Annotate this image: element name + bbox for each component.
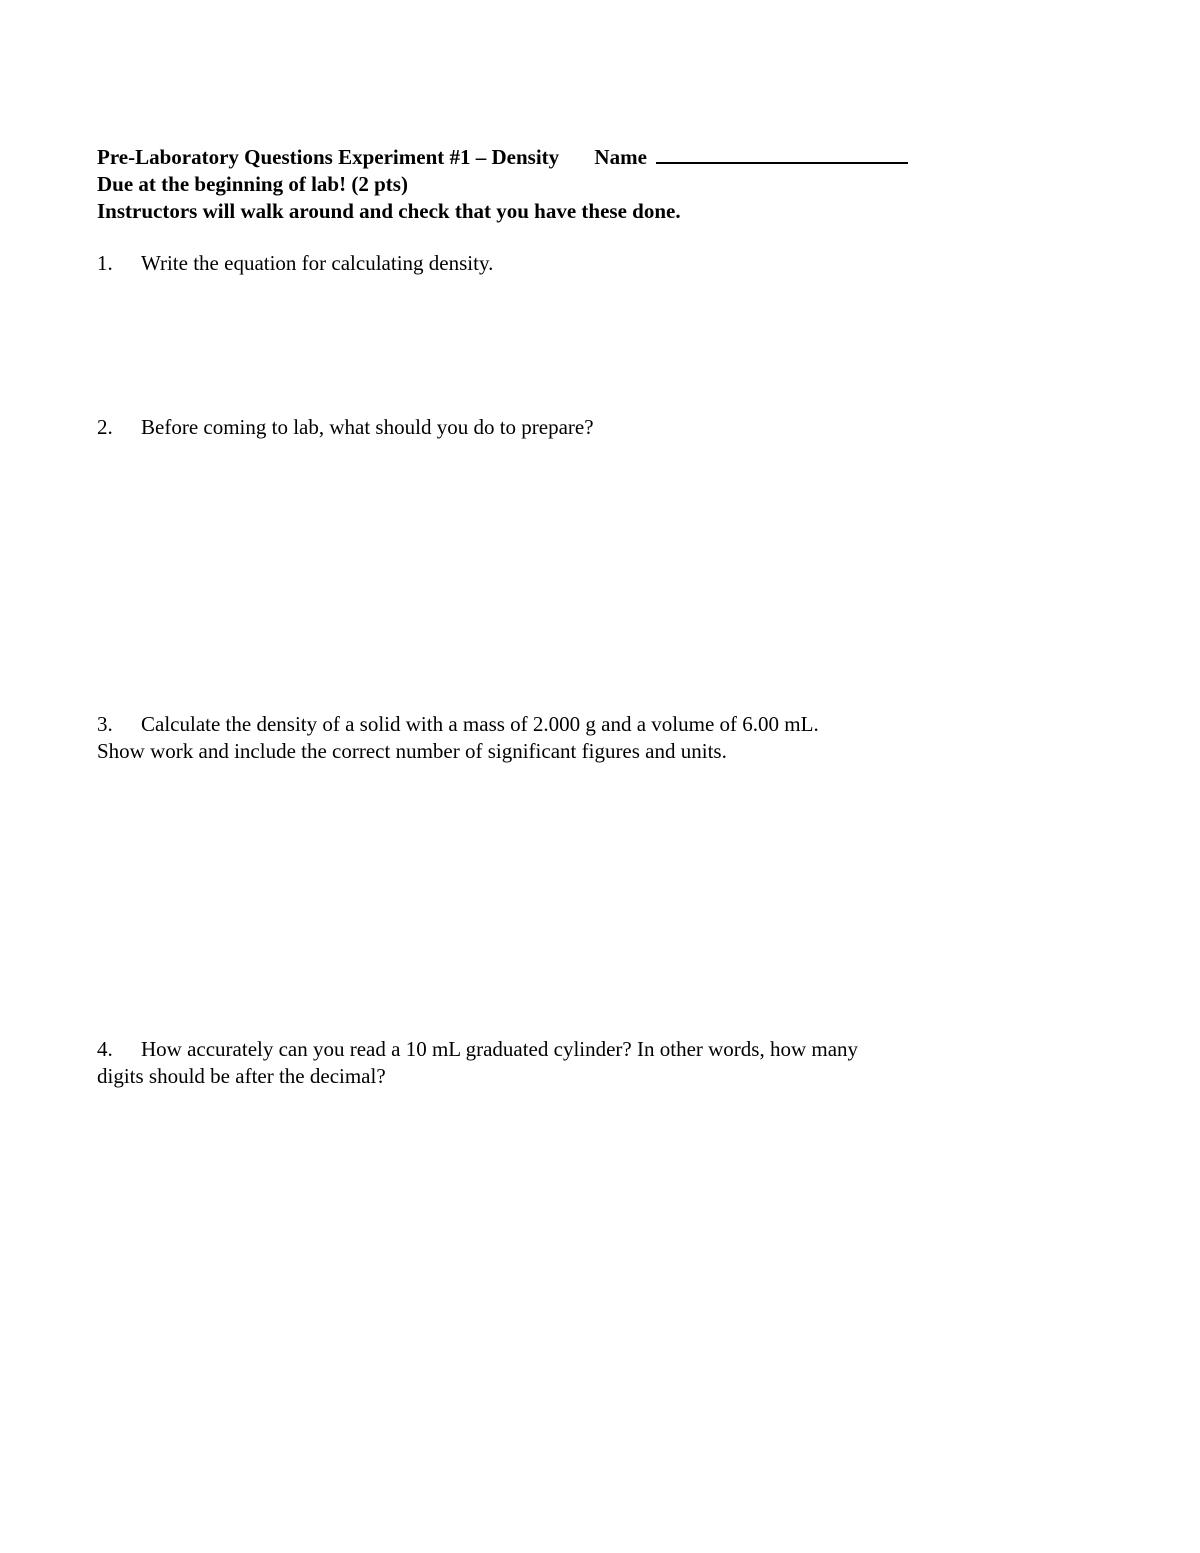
instructors-line: Instructors will walk around and check that you have these done.: [97, 199, 681, 223]
question-text: Before coming to lab, what should you do to prepare?: [141, 415, 594, 439]
worksheet-title: Pre-Laboratory Questions Experiment #1 – Density: [97, 145, 560, 169]
question-number: 4.: [97, 1037, 113, 1061]
question-3: [97, 711, 977, 765]
question-number: 2.: [97, 415, 113, 439]
question-1: [97, 250, 977, 277]
question-number: 3.: [97, 712, 113, 736]
question-number: 1.: [97, 251, 113, 275]
worksheet-header: [97, 142, 977, 225]
question-text: Calculate the density of a solid with a mass of 2.000 g and a volume of 6.00 mL.: [141, 712, 819, 736]
question-continuation: digits should be after the decimal?: [97, 1064, 386, 1088]
question-4: [97, 1036, 977, 1090]
name-blank-line[interactable]: [656, 142, 908, 164]
question-2: [97, 414, 977, 441]
question-continuation: Show work and include the correct number of significant figures and units.: [97, 739, 727, 763]
question-text: How accurately can you read a 10 mL graduated cylinder? In other words, how many: [141, 1037, 859, 1061]
name-label: Name: [594, 145, 647, 169]
title-line: [97, 142, 977, 171]
question-text: Write the equation for calculating density.: [141, 251, 494, 275]
due-line: Due at the beginning of lab! (2 pts): [97, 172, 408, 196]
